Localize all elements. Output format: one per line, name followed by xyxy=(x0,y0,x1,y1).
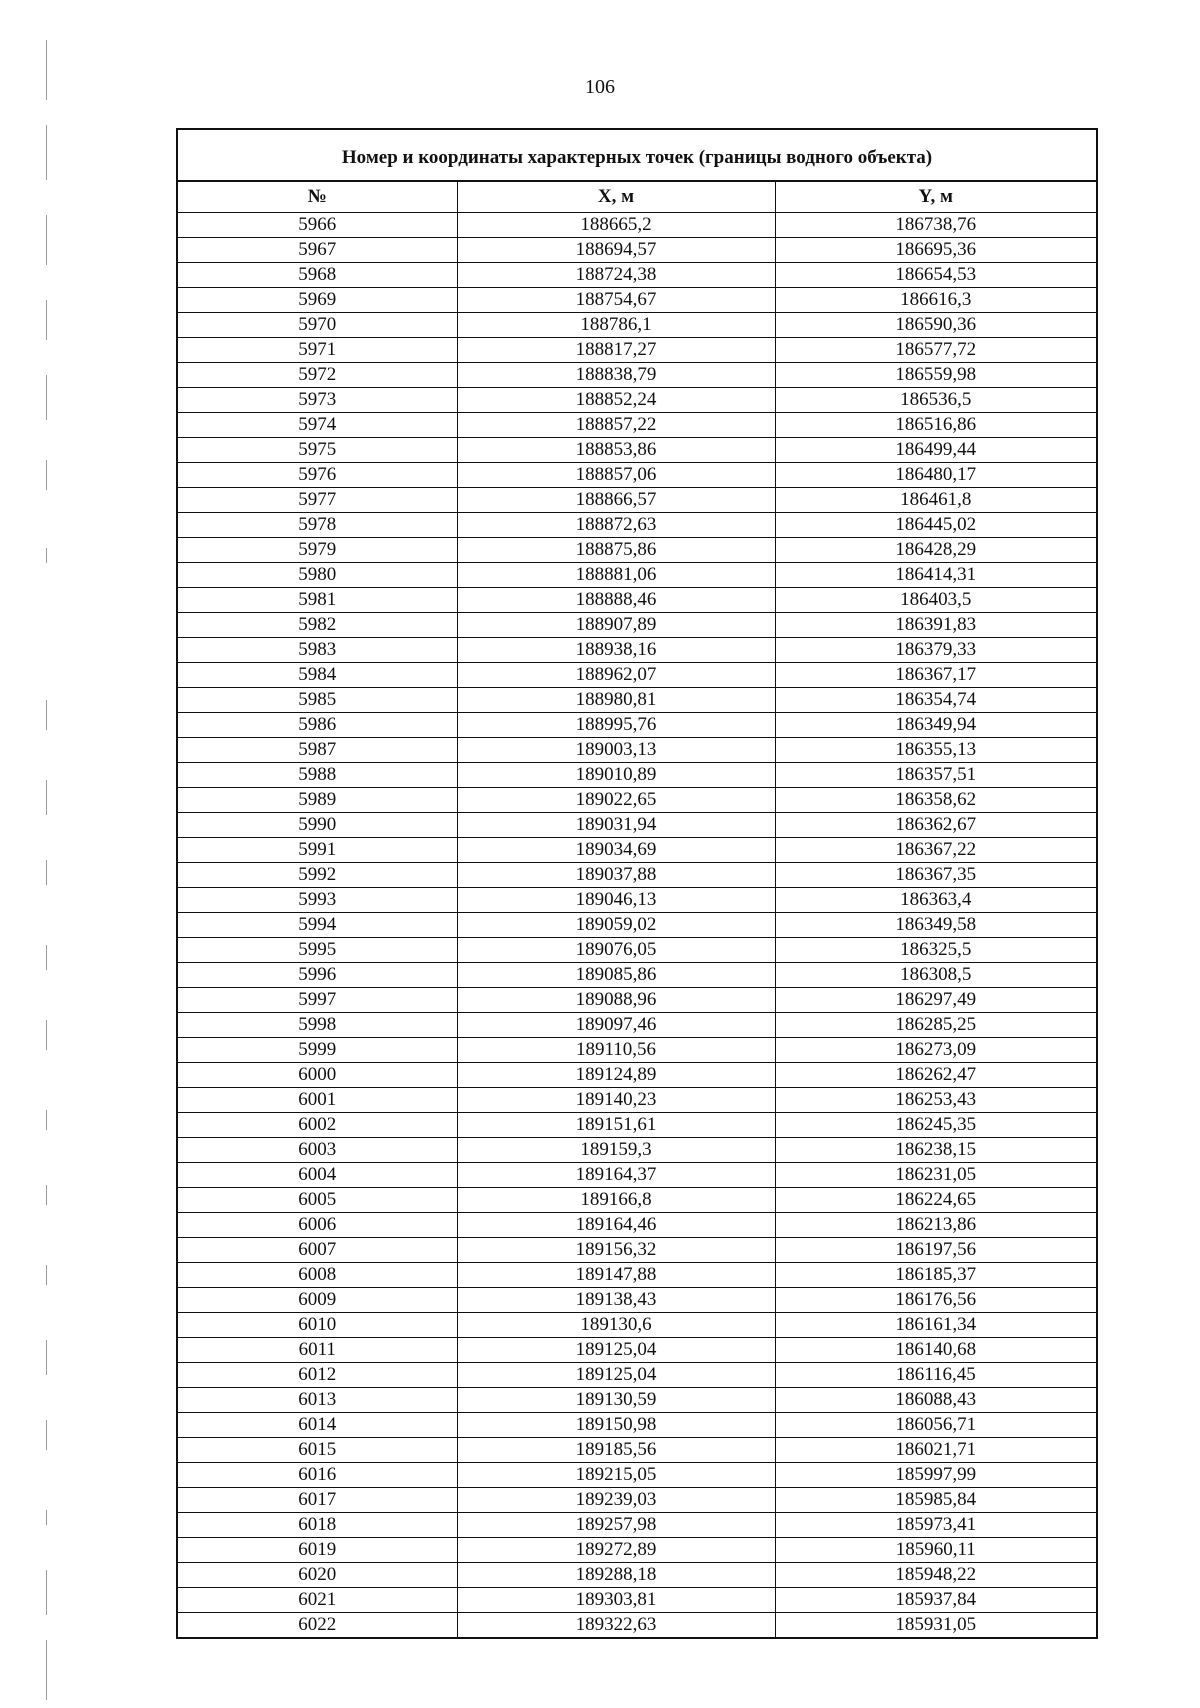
x-coordinate-cell: 189147,88 xyxy=(457,1263,775,1288)
point-number-cell: 5997 xyxy=(178,988,457,1013)
x-coordinate-cell: 189150,98 xyxy=(457,1413,775,1438)
y-coordinate-cell: 186297,49 xyxy=(775,988,1096,1013)
table-row xyxy=(178,213,1096,238)
y-coordinate-cell: 185985,84 xyxy=(775,1488,1096,1513)
table-row xyxy=(178,1038,1096,1063)
y-coordinate-cell: 186140,68 xyxy=(775,1338,1096,1363)
y-coordinate-cell: 186161,34 xyxy=(775,1313,1096,1338)
y-coordinate-cell: 186461,8 xyxy=(775,488,1096,513)
point-number-cell: 6019 xyxy=(178,1538,457,1563)
point-number-cell: 5989 xyxy=(178,788,457,813)
table-row xyxy=(178,863,1096,888)
point-number-cell: 5988 xyxy=(178,763,457,788)
x-coordinate-cell: 189003,13 xyxy=(457,738,775,763)
y-coordinate-cell: 186362,67 xyxy=(775,813,1096,838)
x-coordinate-cell: 189239,03 xyxy=(457,1488,775,1513)
x-coordinate-cell: 189164,46 xyxy=(457,1213,775,1238)
x-coordinate-cell: 189257,98 xyxy=(457,1513,775,1538)
y-coordinate-cell: 186354,74 xyxy=(775,688,1096,713)
table-body xyxy=(178,213,1096,1638)
point-number-cell: 6000 xyxy=(178,1063,457,1088)
x-coordinate-cell: 189088,96 xyxy=(457,988,775,1013)
column-header-number: № xyxy=(307,186,327,207)
x-coordinate-cell: 189059,02 xyxy=(457,913,775,938)
table-row xyxy=(178,1563,1096,1588)
point-number-cell: 5990 xyxy=(178,813,457,838)
table-row xyxy=(178,1238,1096,1263)
x-coordinate-cell: 188875,86 xyxy=(457,538,775,563)
point-number-cell: 5977 xyxy=(178,488,457,513)
x-coordinate-cell: 189097,46 xyxy=(457,1013,775,1038)
x-coordinate-cell: 189125,04 xyxy=(457,1363,775,1388)
x-coordinate-cell: 189288,18 xyxy=(457,1563,775,1588)
point-number-cell: 6002 xyxy=(178,1113,457,1138)
table-row xyxy=(178,1213,1096,1238)
y-coordinate-cell: 186499,44 xyxy=(775,438,1096,463)
x-coordinate-cell: 189140,23 xyxy=(457,1088,775,1113)
table-row xyxy=(178,1288,1096,1313)
point-number-cell: 5994 xyxy=(178,913,457,938)
point-number-cell: 6021 xyxy=(178,1588,457,1613)
point-number-cell: 5982 xyxy=(178,613,457,638)
y-coordinate-cell: 186325,5 xyxy=(775,938,1096,963)
point-number-cell: 6020 xyxy=(178,1563,457,1588)
x-coordinate-cell: 188962,07 xyxy=(457,663,775,688)
table-row xyxy=(178,1588,1096,1613)
x-coordinate-cell: 189166,8 xyxy=(457,1188,775,1213)
column-header-y: Y, м xyxy=(775,182,1096,213)
scan-margin-marks xyxy=(40,0,60,1708)
x-coordinate-cell: 189138,43 xyxy=(457,1288,775,1313)
table-row xyxy=(178,438,1096,463)
point-number-cell: 5979 xyxy=(178,538,457,563)
x-coordinate-cell: 189303,81 xyxy=(457,1588,775,1613)
point-number-cell: 6016 xyxy=(178,1463,457,1488)
x-coordinate-cell: 189110,56 xyxy=(457,1038,775,1063)
y-coordinate-cell: 186357,51 xyxy=(775,763,1096,788)
y-coordinate-cell: 186176,56 xyxy=(775,1288,1096,1313)
table-row xyxy=(178,913,1096,938)
y-coordinate-cell: 185937,84 xyxy=(775,1588,1096,1613)
point-number-cell: 6012 xyxy=(178,1363,457,1388)
point-number-cell: 5999 xyxy=(178,1038,457,1063)
table-row xyxy=(178,388,1096,413)
point-number-cell: 5995 xyxy=(178,938,457,963)
table-row xyxy=(178,1013,1096,1038)
table-row xyxy=(178,688,1096,713)
point-number-cell: 6014 xyxy=(178,1413,457,1438)
point-number-cell: 5981 xyxy=(178,588,457,613)
y-coordinate-cell: 186480,17 xyxy=(775,463,1096,488)
x-coordinate-cell: 189031,94 xyxy=(457,813,775,838)
point-number-cell: 6007 xyxy=(178,1238,457,1263)
y-coordinate-cell: 186088,43 xyxy=(775,1388,1096,1413)
y-coordinate-cell: 186308,5 xyxy=(775,963,1096,988)
x-coordinate-cell: 188724,38 xyxy=(457,263,775,288)
point-number-cell: 6010 xyxy=(178,1313,457,1338)
table-row xyxy=(178,588,1096,613)
table-row xyxy=(178,1088,1096,1113)
x-coordinate-cell: 189215,05 xyxy=(457,1463,775,1488)
y-coordinate-cell: 185973,41 xyxy=(775,1513,1096,1538)
x-coordinate-cell: 188665,2 xyxy=(457,213,775,238)
table-row xyxy=(178,1613,1096,1638)
point-number-cell: 6022 xyxy=(178,1613,457,1638)
point-number-cell: 5991 xyxy=(178,838,457,863)
y-coordinate-cell: 186355,13 xyxy=(775,738,1096,763)
table-row xyxy=(178,1263,1096,1288)
x-coordinate-cell: 188853,86 xyxy=(457,438,775,463)
y-coordinate-cell: 185997,99 xyxy=(775,1463,1096,1488)
point-number-cell: 5970 xyxy=(178,313,457,338)
x-coordinate-cell: 189085,86 xyxy=(457,963,775,988)
table-row xyxy=(178,1313,1096,1338)
point-number-cell: 5996 xyxy=(178,963,457,988)
table-header-row xyxy=(178,182,1096,213)
point-number-cell: 6006 xyxy=(178,1213,457,1238)
y-coordinate-cell: 186367,17 xyxy=(775,663,1096,688)
y-coordinate-cell: 186654,53 xyxy=(775,263,1096,288)
y-coordinate-cell: 186738,76 xyxy=(775,213,1096,238)
table-row xyxy=(178,1513,1096,1538)
point-number-cell: 5966 xyxy=(178,213,457,238)
point-number-cell: 5968 xyxy=(178,263,457,288)
point-number-cell: 5972 xyxy=(178,363,457,388)
point-number-cell: 5984 xyxy=(178,663,457,688)
x-coordinate-cell: 189130,59 xyxy=(457,1388,775,1413)
table-row xyxy=(178,513,1096,538)
point-number-cell: 6011 xyxy=(178,1338,457,1363)
coordinates-table xyxy=(178,182,1096,1637)
x-coordinate-cell: 189125,04 xyxy=(457,1338,775,1363)
point-number-cell: 6004 xyxy=(178,1163,457,1188)
y-coordinate-cell: 186367,22 xyxy=(775,838,1096,863)
y-coordinate-cell: 186056,71 xyxy=(775,1413,1096,1438)
y-coordinate-cell: 185948,22 xyxy=(775,1563,1096,1588)
x-coordinate-cell: 188857,22 xyxy=(457,413,775,438)
table-row xyxy=(178,1388,1096,1413)
y-coordinate-cell: 186245,35 xyxy=(775,1113,1096,1138)
table-row xyxy=(178,463,1096,488)
point-number-cell: 6009 xyxy=(178,1288,457,1313)
table-title: Номер и координаты характерных точек (границы водного объекта) xyxy=(178,130,1096,182)
y-coordinate-cell: 186590,36 xyxy=(775,313,1096,338)
x-coordinate-cell: 189130,6 xyxy=(457,1313,775,1338)
x-coordinate-cell: 189151,61 xyxy=(457,1113,775,1138)
y-coordinate-cell: 186367,35 xyxy=(775,863,1096,888)
x-coordinate-cell: 188872,63 xyxy=(457,513,775,538)
x-coordinate-cell: 188852,24 xyxy=(457,388,775,413)
y-coordinate-cell: 186516,86 xyxy=(775,413,1096,438)
point-number-cell: 6013 xyxy=(178,1388,457,1413)
x-coordinate-cell: 189022,65 xyxy=(457,788,775,813)
y-coordinate-cell: 186224,65 xyxy=(775,1188,1096,1213)
table-row xyxy=(178,888,1096,913)
table-row xyxy=(178,713,1096,738)
point-number-cell: 5992 xyxy=(178,863,457,888)
column-header-x: X, м xyxy=(457,182,775,213)
table-row xyxy=(178,663,1096,688)
table-row xyxy=(178,1188,1096,1213)
y-coordinate-cell: 186414,31 xyxy=(775,563,1096,588)
y-coordinate-cell: 186379,33 xyxy=(775,638,1096,663)
table-row xyxy=(178,413,1096,438)
table-row xyxy=(178,838,1096,863)
table-row xyxy=(178,1063,1096,1088)
point-number-cell: 5969 xyxy=(178,288,457,313)
y-coordinate-cell: 186197,56 xyxy=(775,1238,1096,1263)
x-coordinate-cell: 189322,63 xyxy=(457,1613,775,1638)
x-coordinate-cell: 189034,69 xyxy=(457,838,775,863)
point-number-cell: 5983 xyxy=(178,638,457,663)
coordinates-table-frame xyxy=(176,128,1098,1639)
table-row xyxy=(178,1338,1096,1363)
y-coordinate-cell: 186559,98 xyxy=(775,363,1096,388)
point-number-cell: 5975 xyxy=(178,438,457,463)
point-number-cell: 6005 xyxy=(178,1188,457,1213)
y-coordinate-cell: 186428,29 xyxy=(775,538,1096,563)
point-number-cell: 6017 xyxy=(178,1488,457,1513)
table-row xyxy=(178,938,1096,963)
table-row xyxy=(178,788,1096,813)
x-coordinate-cell: 188786,1 xyxy=(457,313,775,338)
y-coordinate-cell: 186403,5 xyxy=(775,588,1096,613)
y-coordinate-cell: 186238,15 xyxy=(775,1138,1096,1163)
y-coordinate-cell: 186349,94 xyxy=(775,713,1096,738)
table-row xyxy=(178,813,1096,838)
y-coordinate-cell: 186262,47 xyxy=(775,1063,1096,1088)
page-number: 106 xyxy=(585,76,615,98)
y-coordinate-cell: 186349,58 xyxy=(775,913,1096,938)
y-coordinate-cell: 186695,36 xyxy=(775,238,1096,263)
table-row xyxy=(178,338,1096,363)
table-row xyxy=(178,363,1096,388)
table-row xyxy=(178,613,1096,638)
x-coordinate-cell: 188694,57 xyxy=(457,238,775,263)
y-coordinate-cell: 185960,11 xyxy=(775,1538,1096,1563)
table-row xyxy=(178,1463,1096,1488)
table-row xyxy=(178,1163,1096,1188)
table-row xyxy=(178,1113,1096,1138)
table-row xyxy=(178,1438,1096,1463)
table-row xyxy=(178,1488,1096,1513)
point-number-cell: 5973 xyxy=(178,388,457,413)
x-coordinate-cell: 189164,37 xyxy=(457,1163,775,1188)
point-number-cell: 5986 xyxy=(178,713,457,738)
x-coordinate-cell: 189124,89 xyxy=(457,1063,775,1088)
table-row xyxy=(178,638,1096,663)
y-coordinate-cell: 186358,62 xyxy=(775,788,1096,813)
y-coordinate-cell: 185931,05 xyxy=(775,1613,1096,1638)
x-coordinate-cell: 189076,05 xyxy=(457,938,775,963)
point-number-cell: 6008 xyxy=(178,1263,457,1288)
x-coordinate-cell: 188838,79 xyxy=(457,363,775,388)
x-coordinate-cell: 189010,89 xyxy=(457,763,775,788)
x-coordinate-cell: 189159,3 xyxy=(457,1138,775,1163)
y-coordinate-cell: 186185,37 xyxy=(775,1263,1096,1288)
y-coordinate-cell: 186273,09 xyxy=(775,1038,1096,1063)
table-row xyxy=(178,1363,1096,1388)
table-row xyxy=(178,988,1096,1013)
point-number-cell: 5971 xyxy=(178,338,457,363)
x-coordinate-cell: 188857,06 xyxy=(457,463,775,488)
y-coordinate-cell: 186391,83 xyxy=(775,613,1096,638)
y-coordinate-cell: 186536,5 xyxy=(775,388,1096,413)
x-coordinate-cell: 188881,06 xyxy=(457,563,775,588)
x-coordinate-cell: 189272,89 xyxy=(457,1538,775,1563)
point-number-cell: 5980 xyxy=(178,563,457,588)
point-number-cell: 5985 xyxy=(178,688,457,713)
y-coordinate-cell: 186577,72 xyxy=(775,338,1096,363)
y-coordinate-cell: 186231,05 xyxy=(775,1163,1096,1188)
table-row xyxy=(178,488,1096,513)
y-coordinate-cell: 186213,86 xyxy=(775,1213,1096,1238)
table-row xyxy=(178,738,1096,763)
table-row xyxy=(178,1538,1096,1563)
table-row xyxy=(178,563,1096,588)
point-number-cell: 5987 xyxy=(178,738,457,763)
x-coordinate-cell: 188938,16 xyxy=(457,638,775,663)
x-coordinate-cell: 188995,76 xyxy=(457,713,775,738)
y-coordinate-cell: 186116,45 xyxy=(775,1363,1096,1388)
point-number-cell: 5998 xyxy=(178,1013,457,1038)
y-coordinate-cell: 186021,71 xyxy=(775,1438,1096,1463)
point-number-cell: 5967 xyxy=(178,238,457,263)
table-row xyxy=(178,763,1096,788)
point-number-cell: 5976 xyxy=(178,463,457,488)
table-row xyxy=(178,238,1096,263)
point-number-cell: 5993 xyxy=(178,888,457,913)
table-row xyxy=(178,313,1096,338)
point-number-cell: 5974 xyxy=(178,413,457,438)
table-row xyxy=(178,963,1096,988)
x-coordinate-cell: 188980,81 xyxy=(457,688,775,713)
y-coordinate-cell: 186285,25 xyxy=(775,1013,1096,1038)
x-coordinate-cell: 189185,56 xyxy=(457,1438,775,1463)
x-coordinate-cell: 188907,89 xyxy=(457,613,775,638)
x-coordinate-cell: 188888,46 xyxy=(457,588,775,613)
table-row xyxy=(178,1138,1096,1163)
table-row xyxy=(178,263,1096,288)
table-row xyxy=(178,1413,1096,1438)
point-number-cell: 6015 xyxy=(178,1438,457,1463)
point-number-cell: 6018 xyxy=(178,1513,457,1538)
table-row xyxy=(178,538,1096,563)
y-coordinate-cell: 186616,3 xyxy=(775,288,1096,313)
point-number-cell: 6001 xyxy=(178,1088,457,1113)
table-row xyxy=(178,288,1096,313)
x-coordinate-cell: 189156,32 xyxy=(457,1238,775,1263)
x-coordinate-cell: 188817,27 xyxy=(457,338,775,363)
y-coordinate-cell: 186445,02 xyxy=(775,513,1096,538)
point-number-cell: 5978 xyxy=(178,513,457,538)
y-coordinate-cell: 186363,4 xyxy=(775,888,1096,913)
y-coordinate-cell: 186253,43 xyxy=(775,1088,1096,1113)
x-coordinate-cell: 189046,13 xyxy=(457,888,775,913)
x-coordinate-cell: 189037,88 xyxy=(457,863,775,888)
point-number-cell: 6003 xyxy=(178,1138,457,1163)
x-coordinate-cell: 188754,67 xyxy=(457,288,775,313)
x-coordinate-cell: 188866,57 xyxy=(457,488,775,513)
